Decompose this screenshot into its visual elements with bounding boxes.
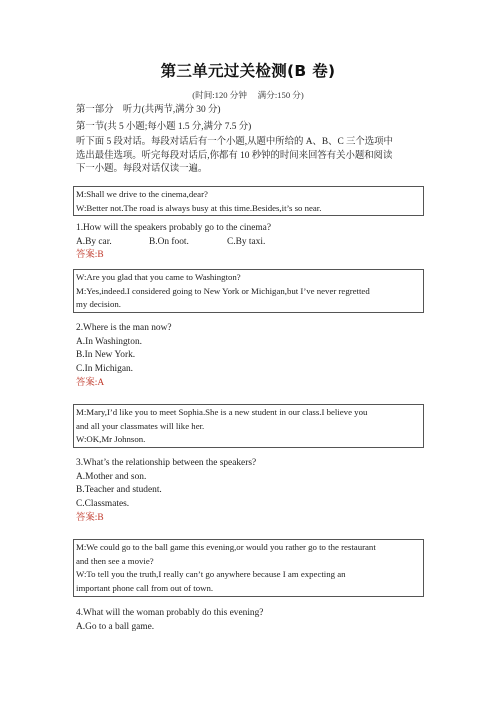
answer-value: A xyxy=(97,377,105,388)
option-a: A.Go to a ball game. xyxy=(76,621,155,632)
dialog-line: and then see a movie? xyxy=(76,555,154,566)
option-c: C.Classmates. xyxy=(76,498,130,509)
answer-label: 答案: xyxy=(76,250,98,261)
dialog-box-3 xyxy=(73,404,424,448)
instruction-line: 下一小题。每段对话仅读一遍。 xyxy=(76,164,208,175)
answer-label: 答案: xyxy=(76,377,98,388)
option-b: B.In New York. xyxy=(76,350,136,361)
dialog-box-2 xyxy=(73,269,424,313)
question-4 xyxy=(76,607,421,634)
answer-line xyxy=(76,377,421,391)
dialog-line: W:Better not.The road is always busy at this time.Besides,it’s so near. xyxy=(76,202,322,213)
question-2 xyxy=(76,322,421,390)
option-b: B.Teacher and student. xyxy=(76,485,162,496)
dialog-line: W:To tell you the truth,I really can’t go anywhere because I am expecting an xyxy=(76,569,346,580)
dialog-line: W:Are you glad that you came to Washington? xyxy=(76,272,241,282)
dialog-line: and all your classmates will like her. xyxy=(76,420,205,431)
answer-line xyxy=(76,512,421,526)
exam-info: (时间:120 分钟 满分:150 分) xyxy=(192,90,304,100)
question-stem: 1.How will the speakers probably go to the cinema? xyxy=(76,223,271,233)
question-3 xyxy=(76,457,421,525)
instruction-line: 选出最佳选项。听完每段对话后,你都有 10 秒钟的时间来回答有关小题和阅读 xyxy=(76,150,393,161)
question-stem: 2.Where is the man now? xyxy=(76,323,172,333)
section-heading: 第一节(共 5 小题;每小题 1.5 分,满分 7.5 分) xyxy=(76,122,252,132)
dialog-line: M:Mary,I’d like you to meet Sophia.She is a new student in our class.I believe you xyxy=(76,407,368,417)
option-a: A.Mother and son. xyxy=(76,471,147,482)
question-stem: 4.What will the woman probably do this evening? xyxy=(76,608,264,618)
page-title: 第三单元过关检测(B 卷) xyxy=(160,62,336,80)
option-row xyxy=(76,236,421,250)
dialog-line: my decision. xyxy=(76,299,121,310)
answer-value: B xyxy=(97,250,104,261)
instruction-line: 听下面 5 段对话。每段对话后有一个小题,从题中所给的 A、B、C 三个选项中 xyxy=(76,137,393,147)
dialog-line: M:Yes,indeed.I considered going to New York or Michigan,but I’ve never regretted xyxy=(76,285,370,296)
option-a: A.By car. xyxy=(76,236,112,247)
dialog-line: M:We could go to the ball game this evening,or would you rather go to the restaurant xyxy=(76,542,376,552)
answer-value: B xyxy=(97,512,104,523)
question-1 xyxy=(76,222,421,263)
dialog-line: W:OK,Mr Johnson. xyxy=(76,434,146,445)
dialog-box-4 xyxy=(73,539,424,597)
dialog-box-1 xyxy=(73,186,424,216)
question-stem: 3.What’s the relationship between the speakers? xyxy=(76,458,257,468)
option-c: C.In Michigan. xyxy=(76,363,134,374)
option-a: A.In Washington. xyxy=(76,336,142,347)
option-c: C.By taxi. xyxy=(227,236,266,247)
part-heading: 第一部分 听力(共两节,满分 30 分) xyxy=(76,105,221,115)
dialog-line: M:Shall we drive to the cinema,dear? xyxy=(76,189,208,199)
dialog-line: important phone call from out of town. xyxy=(76,582,214,593)
answer-line xyxy=(76,249,421,263)
option-b: B.On foot. xyxy=(149,236,189,247)
instructions xyxy=(76,136,421,177)
answer-label: 答案: xyxy=(76,512,98,523)
